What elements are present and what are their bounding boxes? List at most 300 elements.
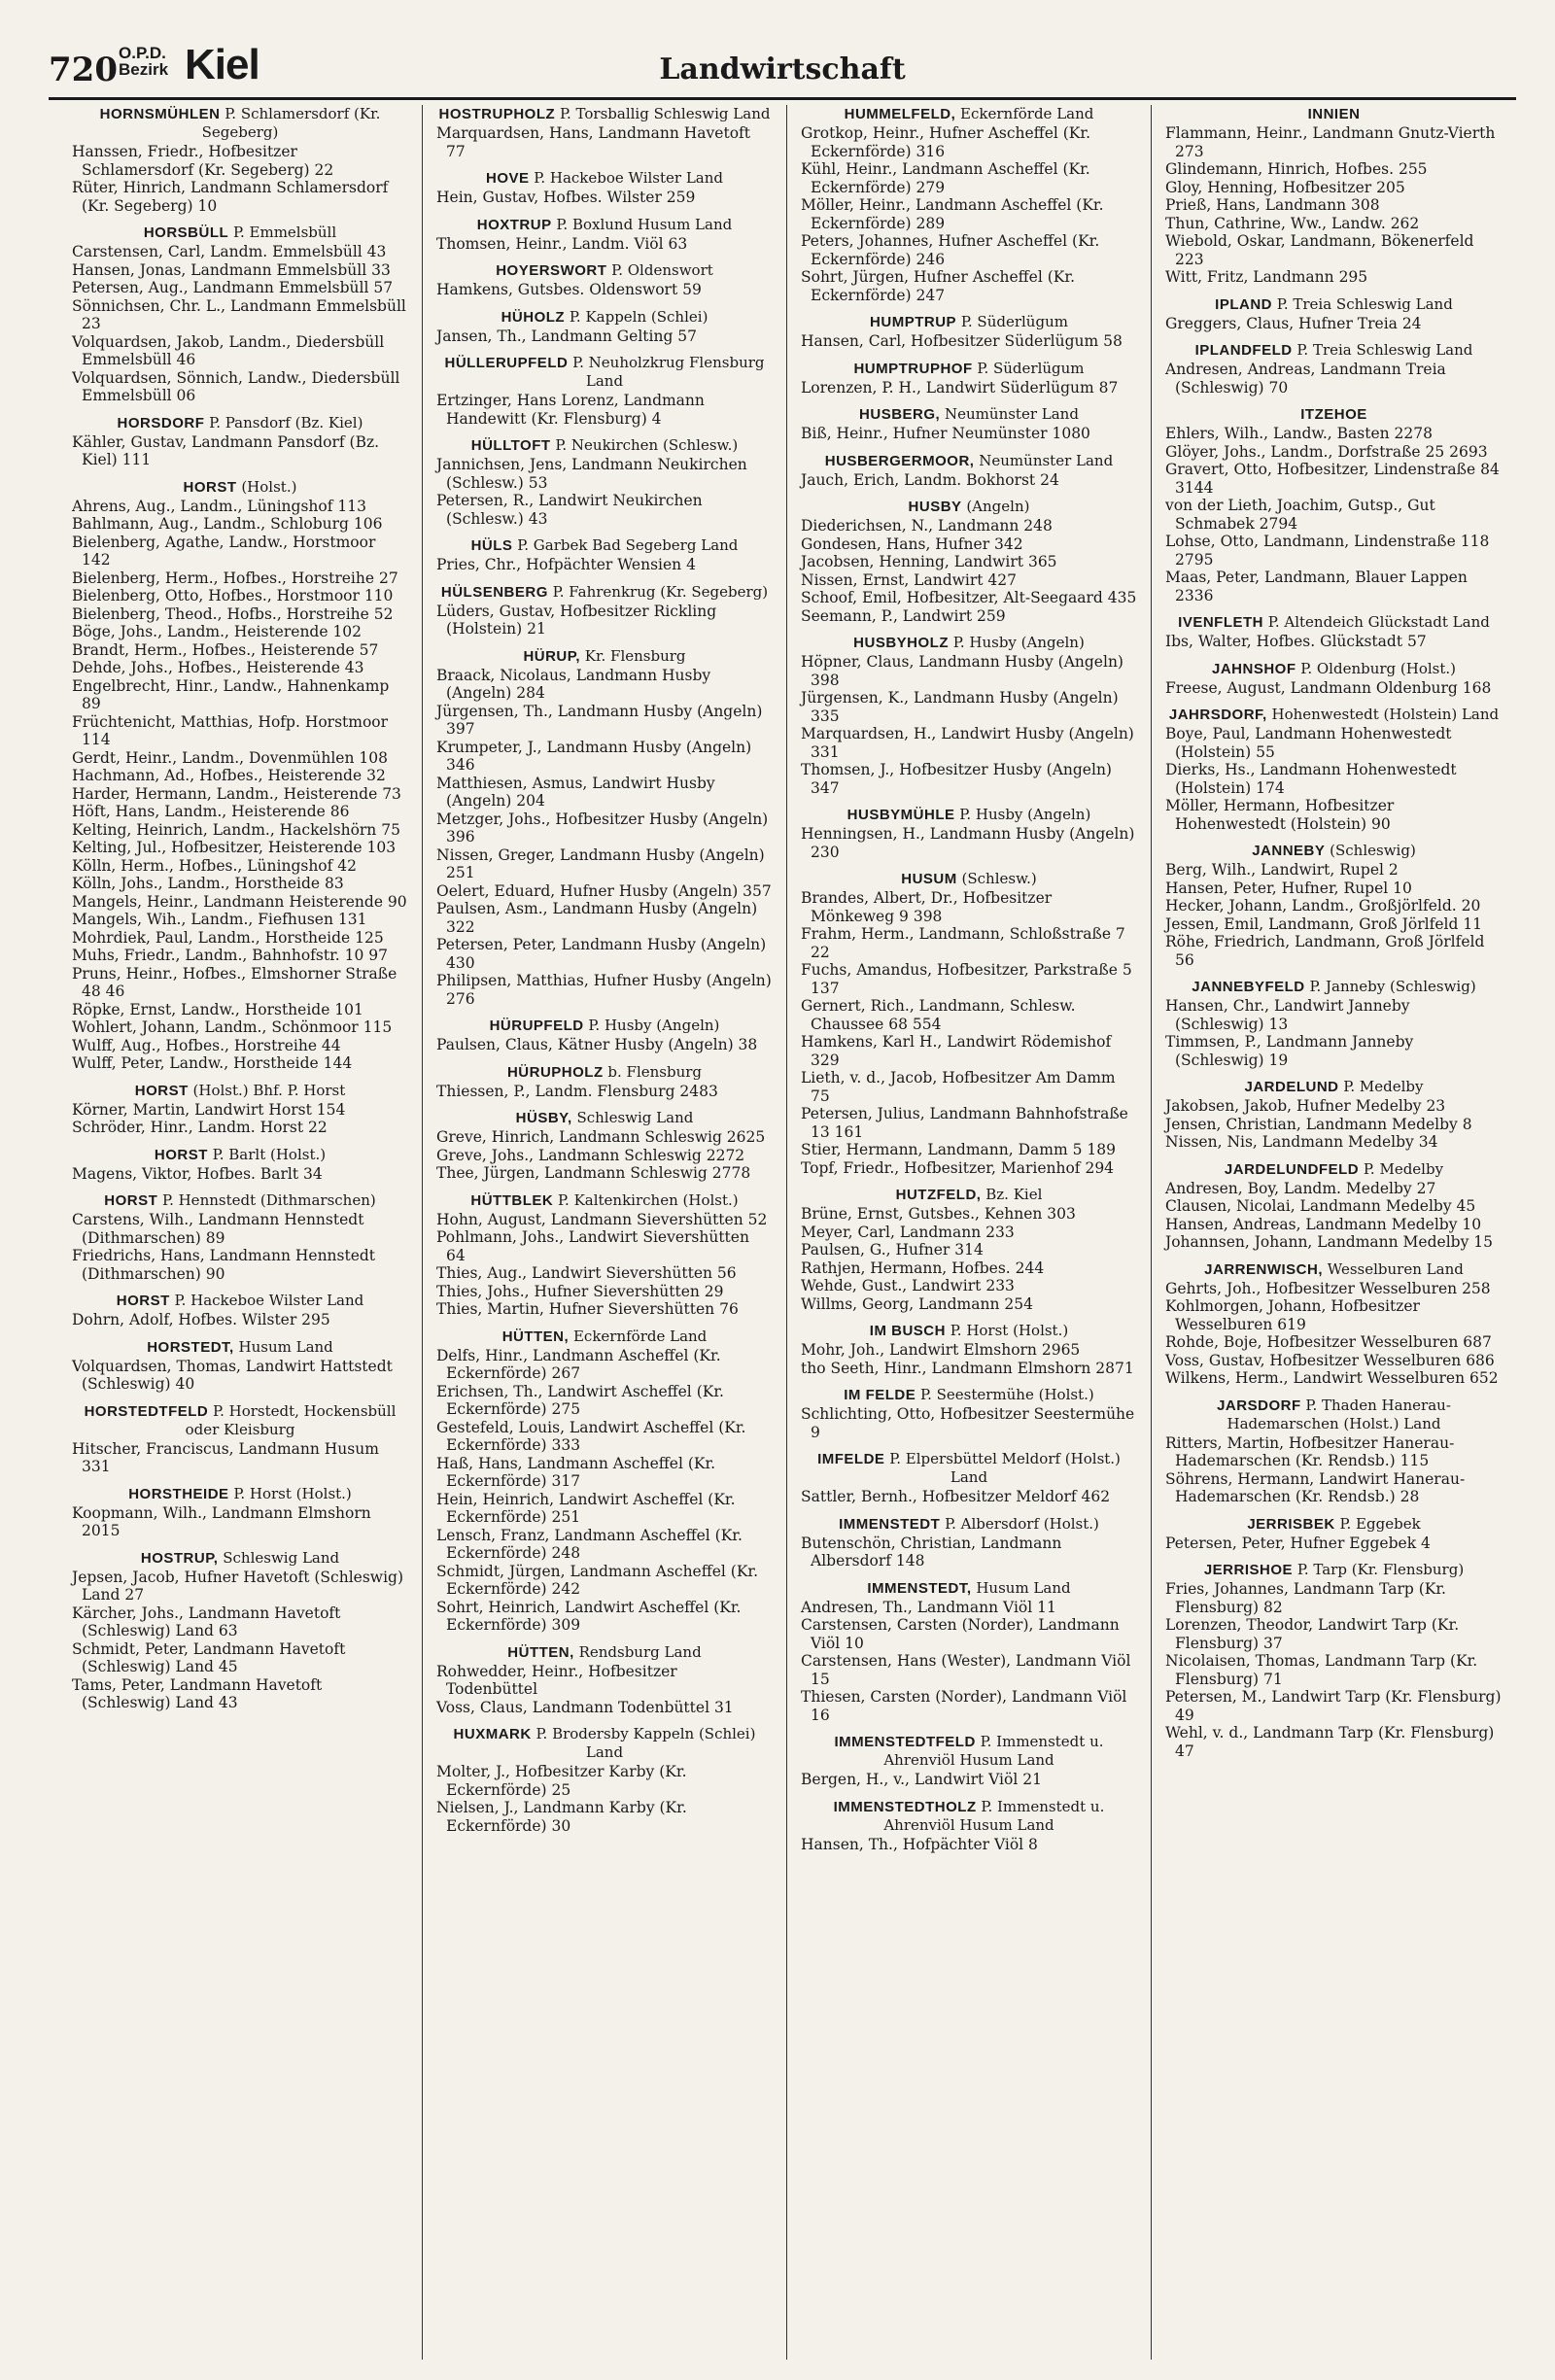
- directory-entry: Hein, Heinrich, Landwirt Ascheffel (Kr. Eckernförde) 251: [436, 1490, 736, 1526]
- directory-entry: Oelert, Eduard, Hufner Husby (Angeln) 357: [436, 881, 772, 900]
- directory-entry: Hohn, August, Landmann Sievershütten 52: [436, 1210, 768, 1228]
- directory-entry: Carstens, Wilh., Landmann Hennstedt (Dithmarschen) 89: [72, 1211, 364, 1247]
- directory-entry: Hamkens, Karl H., Landwirt Rödemishof 329: [801, 1033, 1112, 1069]
- place-name: JERRISHOE: [1203, 1562, 1294, 1578]
- directory-entry: Frahm, Herm., Landmann, Schloßstraße 7 22: [801, 925, 1125, 961]
- place-info: Schleswig Land: [576, 1109, 694, 1126]
- place-info: P. Medelby: [1343, 1078, 1424, 1095]
- place-name: HUSBYHOLZ: [853, 635, 950, 651]
- directory-entry: Dehde, Johs., Hofbes., Heisterende 43: [72, 659, 364, 676]
- place-name: INNIEN: [1307, 106, 1361, 122]
- place-name: ITZEHOE: [1300, 406, 1367, 423]
- directory-entry: Thiesen, Carsten (Norder), Landmann Viöl 16: [801, 1688, 1127, 1724]
- directory-entry: Jakobsen, Jakob, Hufner Medelby 23: [1165, 1097, 1446, 1115]
- directory-entry: Jauch, Erich, Landm. Bokhorst 24: [801, 470, 1059, 489]
- directory-entry: Thee, Jürgen, Landmann Schleswig 2778: [436, 1164, 751, 1182]
- place-block: [436, 1109, 773, 1183]
- place-block: [436, 1191, 773, 1319]
- directory-entry: Volquardsen, Sönnich, Landw., Diedersbüll Emmelsbüll 06: [72, 368, 400, 404]
- place-block: [436, 354, 773, 428]
- place-name: JARDELUNDFELD: [1224, 1160, 1360, 1178]
- place-name: IMMENSTEDT: [839, 1515, 941, 1533]
- place-block: [801, 360, 1137, 397]
- place-block: [801, 1515, 1137, 1570]
- directory-entry: Stier, Hermann, Landmann, Damm 5 189: [801, 1141, 1116, 1158]
- place-heading: [1165, 405, 1503, 424]
- place-name: HÜLS: [470, 537, 513, 554]
- place-name: HORST: [134, 1082, 189, 1099]
- place-heading: [436, 1017, 773, 1035]
- directory-entry: Söhrens, Hermann, Landwirt Hanerau-Hademarschen (Kr. Rendsb.) 28: [1165, 1469, 1466, 1505]
- directory-entry: Tams, Peter, Landmann Havetoft (Schleswig) Land 43: [72, 1675, 323, 1711]
- place-block: [1165, 1515, 1503, 1553]
- place-block: [72, 478, 408, 1073]
- directory-entry: Seemann, P., Landwirt 259: [801, 606, 1006, 625]
- place-heading: [801, 870, 1137, 888]
- place-info: P. Neukirchen (Schlesw.): [555, 436, 739, 454]
- place-info: b. Flensburg: [607, 1062, 703, 1081]
- place-name: JARRENWISCH,: [1204, 1260, 1323, 1278]
- place-name: HORST: [183, 478, 237, 496]
- directory-entry: Thies, Johs., Hufner Sievershütten 29: [436, 1282, 724, 1300]
- directory-entry: Früchtenicht, Matthias, Hofp. Horstmoor 114: [72, 712, 389, 748]
- directory-entry: Carstensen, Hans (Wester), Landmann Viöl 15: [801, 1652, 1131, 1688]
- place-block: [72, 1485, 408, 1540]
- place-block: [1165, 405, 1503, 604]
- place-block: [801, 1733, 1137, 1789]
- place-heading: [801, 1186, 1137, 1204]
- place-block: [801, 806, 1137, 861]
- place-info: P. Kaltenkirchen (Holst.): [557, 1190, 739, 1209]
- place-info: P. Oldenburg (Holst.): [1300, 659, 1457, 677]
- directory-entry: Brandes, Albert, Dr., Hofbesitzer Mönkeweg 9 398: [801, 889, 1053, 925]
- directory-entry: Andresen, Andreas, Landmann Treia (Schleswig) 70: [1165, 361, 1446, 397]
- directory-entry: Jürgensen, K., Landmann Husby (Angeln) 335: [801, 689, 1119, 725]
- directory-entry: Kölln, Johs., Landm., Horstheide 83: [72, 875, 344, 892]
- place-heading: [1165, 978, 1503, 996]
- place-heading: [436, 169, 773, 188]
- place-name: HORSTEDT,: [147, 1338, 234, 1356]
- place-info: P. Husby (Angeln): [952, 634, 1085, 651]
- place-block: [801, 634, 1137, 797]
- directory-entry: Rathjen, Hermann, Hofbes. 244: [801, 1259, 1045, 1277]
- directory-entry: Rohde, Boje, Hofbesitzer Wesselburen 687: [1165, 1333, 1492, 1351]
- directory-entry: Maas, Peter, Landmann, Blauer Lappen 2336: [1165, 569, 1468, 604]
- place-heading: [436, 1328, 773, 1346]
- place-heading: [436, 354, 773, 391]
- directory-entry: Thomsen, Heinr., Landm. Viöl 63: [436, 234, 688, 253]
- place-info: Husum Land: [238, 1337, 333, 1356]
- directory-entry: Ertzinger, Hans Lorenz, Landmann Handewitt (Kr. Flensburg) 4: [436, 392, 705, 428]
- directory-entry: Glindemann, Hinrich, Hofbes. 255: [1165, 160, 1428, 178]
- place-heading: [1165, 341, 1503, 360]
- directory-entry: Peters, Johannes, Hufner Ascheffel (Kr. Eckernförde) 246: [801, 232, 1100, 268]
- directory-entry: Petersen, Aug., Landmann Emmelsbüll 57: [72, 279, 394, 296]
- directory-entry: Jessen, Emil, Landmann, Groß Jörlfeld 11: [1165, 914, 1483, 933]
- directory-entry: Gerdt, Heinr., Landm., Dovenmühlen 108: [72, 748, 388, 767]
- directory-entry: Haß, Hans, Landmann Ascheffel (Kr. Eckernförde) 317: [436, 1454, 716, 1490]
- place-block: [801, 405, 1137, 443]
- place-info: (Angeln): [966, 498, 1030, 515]
- place-info: P. Elpersbüttel Meldorf (Holst.) Land: [889, 1450, 1121, 1486]
- place-name: HUMPTRUPHOF: [853, 360, 973, 377]
- directory-entry: Hecker, Johann, Landm., Großjörlfeld. 20: [1165, 897, 1481, 914]
- place-heading: [801, 1322, 1137, 1340]
- place-heading: [72, 1549, 408, 1568]
- directory-entry: Muhs, Friedr., Landm., Bahnhofstr. 10 97: [72, 947, 389, 964]
- directory-entry: Andresen, Boy, Landm. Medelby 27: [1165, 1179, 1436, 1197]
- directory-entry: Bergen, H., v., Landwirt Viöl 21: [801, 1771, 1042, 1788]
- directory-entry: Jacobsen, Henning, Landwirt 365: [801, 553, 1057, 570]
- page-number: 720: [49, 51, 118, 89]
- place-block: [1165, 842, 1503, 969]
- place-info: P. Süderlügum: [960, 313, 1068, 330]
- directory-entry: Ritters, Martin, Hofbesitzer Hanerau-Hademarschen (Kr. Rendsb.) 115: [1165, 1433, 1455, 1469]
- bezirk-label: Bezirk: [119, 60, 169, 79]
- place-info: P. Treia Schleswig Land: [1296, 341, 1473, 359]
- section-title: Landwirtschaft: [659, 52, 906, 86]
- directory-entry: Butenschön, Christian, Landmann Albersdorf 148: [801, 1534, 1062, 1569]
- directory-entry: Hamkens, Gutsbes. Oldenswort 59: [436, 281, 702, 298]
- directory-entry: Kölln, Herm., Hofbes., Lüningshof 42: [72, 856, 358, 875]
- place-heading: [72, 1146, 408, 1164]
- directory-entry: Volquardsen, Jakob, Landm., Diedersbüll Emmelsbüll 46: [72, 332, 385, 368]
- place-name: IMMENSTEDTHOLZ: [833, 1798, 977, 1815]
- directory-entry: Brüne, Ernst, Gutsbes., Kehnen 303: [801, 1205, 1076, 1223]
- place-block: [72, 1191, 408, 1283]
- place-name: JARSDORF: [1217, 1397, 1301, 1414]
- directory-entry: Hitscher, Franciscus, Landmann Husum 331: [72, 1439, 379, 1475]
- place-heading: [801, 452, 1137, 470]
- place-info: P. Oldenswort: [611, 261, 713, 279]
- directory-entry: Topf, Friedr., Hofbesitzer, Marienhof 294: [801, 1158, 1115, 1177]
- place-block: [72, 1338, 408, 1394]
- place-name: HOSTRUP,: [140, 1549, 219, 1567]
- place-heading: [72, 1191, 408, 1210]
- directory-entry: Fuchs, Amandus, Hofbesitzer, Parkstraße 5 137: [801, 961, 1132, 997]
- directory-entry: Wohlert, Johann, Landm., Schönmoor 115: [72, 1018, 393, 1036]
- directory-entry: Metzger, Johs., Hofbesitzer Husby (Angeln) 396: [436, 810, 769, 845]
- column-1: [58, 105, 423, 2360]
- directory-entry: Gondesen, Hans, Hufner 342: [801, 535, 1023, 553]
- directory-entry: Dohrn, Adolf, Hofbes. Wilster 295: [72, 1311, 330, 1328]
- place-info: P. Emmelsbüll: [232, 224, 337, 241]
- place-block: [1165, 978, 1503, 1069]
- place-name: HUSUM: [901, 871, 957, 887]
- place-info: (Schlesw.): [961, 870, 1037, 887]
- directory-entry: Schröder, Hinr., Landm. Horst 22: [72, 1119, 328, 1136]
- directory-entry: Kelting, Jul., Hofbesitzer, Heisterende 103: [72, 839, 397, 856]
- directory-entry: Pries, Chr., Hofpächter Wensien 4: [436, 556, 696, 573]
- directory-entry: Kärcher, Johs., Landmann Havetoft (Schleswig) Land 63: [72, 1604, 341, 1639]
- directory-entry: Thomsen, J., Hofbesitzer Husby (Angeln) 347: [801, 761, 1112, 797]
- directory-entry: Sattler, Bernh., Hofbesitzer Meldorf 462: [801, 1488, 1111, 1505]
- directory-entry: Glöyer, Johs., Landm., Dorfstraße 25 2693: [1165, 442, 1488, 461]
- directory-entry: von der Lieth, Joachim, Gutsp., Gut Schmabek 2794: [1165, 497, 1435, 533]
- column-3: [787, 105, 1152, 2360]
- directory-entry: Böge, Johs., Landm., Heisterende 102: [72, 623, 363, 640]
- directory-entry: Schlichting, Otto, Hofbesitzer Seestermühe 9: [801, 1405, 1135, 1441]
- directory-entry: Greve, Hinrich, Landmann Schleswig 2625: [436, 1128, 766, 1146]
- place-block: [72, 1402, 408, 1476]
- directory-entry: Berg, Wilh., Landwirt, Rupel 2: [1165, 861, 1399, 879]
- place-block: [801, 1579, 1137, 1725]
- directory-entry: Körner, Martin, Landwirt Horst 154: [72, 1100, 346, 1119]
- directory-entry: Hansen, Andreas, Landmann Medelby 10: [1165, 1215, 1482, 1233]
- directory-entry: Sohrt, Heinrich, Landwirt Ascheffel (Kr. Eckernförde) 309: [436, 1598, 742, 1634]
- place-info: P. Immenstedt u. Ahrenviöl Husum Land: [883, 1733, 1104, 1769]
- directory-entry: Hansen, Peter, Hufner, Rupel 10: [1165, 879, 1412, 897]
- place-name: IM FELDE: [844, 1387, 916, 1403]
- page-header: [49, 41, 1516, 100]
- directory-entry: Clausen, Nicolai, Landmann Medelby 45: [1165, 1197, 1476, 1215]
- place-info: P. Thaden Hanerau-Hademarschen (Holst.) Land: [1227, 1396, 1451, 1432]
- directory-entry: Paulsen, G., Hufner 314: [801, 1241, 984, 1259]
- place-info: P. Horst (Holst.): [233, 1484, 352, 1502]
- place-name: HORST: [116, 1293, 170, 1309]
- place-block: [801, 1322, 1137, 1377]
- directory-entry: Johannsen, Johann, Landmann Medelby 15: [1165, 1233, 1493, 1251]
- directory-entry: Nissen, Nis, Landmann Medelby 34: [1165, 1133, 1438, 1151]
- place-info: P. Kappeln (Schlei): [569, 307, 708, 326]
- place-heading: [801, 1450, 1137, 1487]
- directory-entry: Lensch, Franz, Landmann Ascheffel (Kr. Eckernförde) 248: [436, 1526, 743, 1562]
- place-name: IMMENSTEDT,: [867, 1579, 972, 1597]
- place-name: IMFELDE: [817, 1451, 885, 1467]
- place-heading: [436, 536, 773, 555]
- directory-entry: Biß, Heinr., Hufner Neumünster 1080: [801, 425, 1090, 442]
- directory-entry: Boye, Paul, Landmann Hohenwestedt (Holstein) 55: [1165, 725, 1452, 761]
- place-info: P. Seestermühe (Holst.): [920, 1386, 1094, 1403]
- directory-entry: Marquardsen, H., Landwirt Husby (Angeln) 331: [801, 725, 1134, 761]
- place-info: P. Neuholzkrug Flensburg Land: [572, 354, 765, 390]
- directory-entry: Pruns, Heinr., Hofbes., Elmshorner Straße 48 46: [72, 964, 397, 1000]
- place-heading: [801, 313, 1137, 331]
- directory-entry: Delfs, Hinr., Landmann Ascheffel (Kr. Eckernförde) 267: [436, 1346, 721, 1382]
- directory-entry: Hansen, Jonas, Landmann Emmelsbüll 33: [72, 260, 391, 279]
- directory-entry: Möller, Heinr., Landmann Ascheffel (Kr. Eckernförde) 289: [801, 196, 1104, 232]
- place-info: Kr. Flensburg: [584, 646, 686, 665]
- place-name: JAHRSDORF,: [1168, 707, 1267, 723]
- directory-entry: Paulsen, Asm., Landmann Husby (Angeln) 322: [436, 900, 758, 936]
- directory-entry: Wehl, v. d., Landmann Tarp (Kr. Flensburg) 47: [1165, 1724, 1495, 1760]
- place-info: Wesselburen Land: [1327, 1259, 1464, 1278]
- place-info: (Holst.): [241, 477, 297, 496]
- place-heading: [1165, 1515, 1503, 1534]
- directory-entry: Hansen, Th., Hofpächter Viöl 8: [801, 1835, 1038, 1853]
- directory-entry: Braack, Nicolaus, Landmann Husby (Angeln) 284: [436, 666, 711, 702]
- directory-entry: Nissen, Greger, Landmann Husby (Angeln) 251: [436, 845, 765, 881]
- place-heading: [1165, 105, 1503, 123]
- place-block: [1165, 660, 1503, 698]
- place-heading: [1165, 706, 1503, 724]
- directory-entry: Greve, Johs., Landmann Schleswig 2272: [436, 1146, 745, 1164]
- place-info: P. Tarp (Kr. Flensburg): [1296, 1561, 1465, 1578]
- place-block: [1165, 1397, 1503, 1506]
- place-heading: [801, 1579, 1137, 1598]
- place-block: [436, 583, 773, 638]
- directory-entry: Lorenzen, P. H., Landwirt Süderlügum 87: [801, 378, 1119, 397]
- directory-entry: Ehlers, Wilh., Landw., Basten 2278: [1165, 425, 1433, 442]
- directory-entry: Henningsen, H., Landmann Husby (Angeln) 230: [801, 825, 1135, 861]
- place-block: [801, 498, 1137, 625]
- place-block: [436, 169, 773, 207]
- place-info: (Holst.) Bhf. P. Horst: [192, 1081, 346, 1099]
- directory-entry: Möller, Hermann, Hofbesitzer Hohenwestedt (Holstein) 90: [1165, 797, 1395, 833]
- place-heading: [72, 1292, 408, 1310]
- directory-entry: Bahlmann, Aug., Landm., Schloburg 106: [72, 515, 383, 533]
- place-info: P. Fahrenkrug (Kr. Segeberg): [552, 582, 769, 601]
- place-name: HÜTTEN,: [507, 1643, 574, 1661]
- directory-entry: Harder, Hermann, Landm., Heisterende 73: [72, 784, 401, 803]
- place-heading: [801, 405, 1137, 424]
- place-heading: [801, 360, 1137, 378]
- directory-entry: Erichsen, Th., Landwirt Ascheffel (Kr. Eckernförde) 275: [436, 1382, 724, 1418]
- directory-entry: Ahrens, Aug., Landm., Lüningshof 113: [72, 497, 366, 515]
- place-info: Schleswig Land: [223, 1548, 340, 1567]
- directory-entry: Nicolaisen, Thomas, Landmann Tarp (Kr. Flensburg) 71: [1165, 1652, 1478, 1688]
- directory-entry: Petersen, M., Landwirt Tarp (Kr. Flensburg) 49: [1165, 1688, 1502, 1724]
- place-block: [72, 1146, 408, 1184]
- directory-entry: Friedrichs, Hans, Landmann Hennstedt (Dithmarschen) 90: [72, 1247, 376, 1283]
- place-info: P. Boxlund Husum Land: [556, 215, 733, 233]
- place-block: [1165, 105, 1503, 287]
- directory-entry: Hansen, Chr., Landwirt Janneby (Schleswig) 13: [1165, 997, 1410, 1033]
- place-info: Rendsburg Land: [578, 1642, 702, 1661]
- directory-entry: Brandt, Herm., Hofbes., Heisterende 57: [72, 640, 379, 659]
- directory-entry: Thun, Cathrine, Ww., Landw. 262: [1165, 214, 1420, 232]
- region-title: Kiel: [185, 41, 259, 88]
- place-heading: [436, 583, 773, 602]
- directory-entry: Schmidt, Jürgen, Landmann Ascheffel (Kr. Eckernförde) 242: [436, 1562, 759, 1598]
- directory-entry: Jannichsen, Jens, Landmann Neukirchen (Schlesw.) 53: [436, 456, 747, 492]
- place-heading: [801, 105, 1137, 123]
- place-info: P. Treia Schleswig Land: [1276, 294, 1453, 313]
- place-heading: [436, 1191, 773, 1210]
- directory-entry: Philipsen, Matthias, Hufner Husby (Angeln) 276: [436, 972, 772, 1008]
- place-block: [801, 1186, 1137, 1313]
- place-name: HORSDORF: [117, 414, 205, 431]
- directory-entry: Röpke, Ernst, Landw., Horstheide 101: [72, 1000, 363, 1018]
- directory-entry: Sohrt, Jürgen, Hufner Ascheffel (Kr. Eckernförde) 247: [801, 268, 1076, 304]
- directory-entry: Freese, August, Landmann Oldenburg 168: [1165, 678, 1492, 697]
- place-heading: [1165, 660, 1503, 678]
- place-heading: [1165, 1078, 1503, 1096]
- place-heading: [801, 1733, 1137, 1770]
- place-block: [72, 1082, 408, 1137]
- directory-entry: Höpner, Claus, Landmann Husby (Angeln) 398: [801, 653, 1123, 689]
- directory-entry: Schmidt, Peter, Landmann Havetoft (Schleswig) Land 45: [72, 1639, 346, 1675]
- directory-entry: Jensen, Christian, Landmann Medelby 8: [1165, 1115, 1472, 1133]
- place-info: Neumünster Land: [945, 405, 1079, 423]
- place-name: IPLANDFELD: [1194, 342, 1293, 359]
- place-info: P. Albersdorf (Holst.): [945, 1514, 1099, 1533]
- directory-entry: Wehde, Gust., Landwirt 233: [801, 1277, 1015, 1294]
- place-name: HORSTEDTFELD: [84, 1402, 209, 1420]
- directory-entry: Mangels, Wih., Landm., Fiefhusen 131: [72, 911, 367, 928]
- directory-entry: Volquardsen, Thomas, Landwirt Hattstedt (Schleswig) 40: [72, 1357, 393, 1393]
- place-block: [801, 1450, 1137, 1506]
- place-info: Eckernförde Land: [960, 105, 1094, 122]
- directory-entry: Voss, Claus, Landmann Todenbüttel 31: [436, 1698, 734, 1716]
- place-heading: [436, 261, 773, 280]
- directory-entry: Dierks, Hs., Landmann Hohenwestedt (Holstein) 174: [1165, 761, 1457, 797]
- place-block: [436, 436, 773, 528]
- place-name: HORST: [154, 1146, 208, 1163]
- place-name: HORST: [104, 1192, 158, 1209]
- place-block: [1165, 1260, 1503, 1388]
- place-heading: [1165, 295, 1503, 314]
- place-name: HUSBERGERMOOR,: [824, 452, 975, 469]
- directory-entry: Petersen, Peter, Hufner Eggebek 4: [1165, 1534, 1431, 1552]
- place-name: HÜTTEN,: [501, 1328, 570, 1345]
- place-block: [1165, 613, 1503, 651]
- place-name: HÜLLTOFT: [470, 437, 551, 454]
- directory-entry: Jansen, Th., Landmann Gelting 57: [436, 327, 698, 345]
- place-info: P. Schlamersdorf (Kr. Segeberg): [201, 105, 381, 141]
- place-heading: [1165, 1260, 1503, 1279]
- place-block: [436, 105, 773, 160]
- directory-entry: Bielenberg, Herm., Hofbes., Horstreihe 27: [72, 569, 398, 587]
- columns: [58, 105, 1516, 2360]
- directory-entry: Thies, Aug., Landwirt Sievershütten 56: [436, 1264, 737, 1282]
- directory-entry: Diederichsen, N., Landmann 248: [801, 517, 1053, 535]
- place-block: [1165, 295, 1503, 333]
- directory-entry: Witt, Fritz, Landmann 295: [1165, 268, 1368, 286]
- place-heading: [1165, 1561, 1503, 1579]
- directory-entry: Krumpeter, J., Landmann Husby (Angeln) 346: [436, 738, 752, 774]
- place-name: HUSBY: [908, 499, 962, 515]
- place-block: [1165, 1160, 1503, 1252]
- directory-entry: Sönnichsen, Chr. L., Landmann Emmelsbüll 23: [72, 296, 406, 332]
- place-block: [72, 105, 408, 215]
- directory-entry: Wiebold, Oskar, Landmann, Bökenerfeld 223: [1165, 232, 1474, 268]
- place-name: HOVE: [485, 170, 530, 187]
- place-block: [72, 414, 408, 469]
- place-block: [801, 105, 1137, 304]
- directory-entry: Flammann, Heinr., Landmann Gnutz-Vierth 273: [1165, 124, 1496, 160]
- place-name: HÜTTBLEK: [470, 1191, 554, 1209]
- place-block: [801, 452, 1137, 490]
- directory-entry: Bielenberg, Agathe, Landw., Horstmoor 142: [72, 533, 376, 569]
- opd-label: O.P.D.: [119, 44, 166, 62]
- directory-entry: Petersen, Julius, Landmann Bahnhofstraße 13 161: [801, 1105, 1128, 1141]
- place-info: Neumünster Land: [979, 451, 1114, 469]
- column-4: [1152, 105, 1516, 2360]
- place-block: [1165, 1078, 1503, 1152]
- directory-entry: Mohrdiek, Paul, Landm., Horstheide 125: [72, 928, 384, 947]
- place-heading: [801, 498, 1137, 516]
- place-info: P. Hennstedt (Dithmarschen): [162, 1191, 376, 1209]
- directory-entry: Carstensen, Carl, Landm. Emmelsbüll 43: [72, 243, 387, 260]
- directory-entry: Mangels, Heinr., Landmann Heisterende 90: [72, 892, 407, 911]
- directory-entry: Schoof, Emil, Hofbesitzer, Alt-Seegaard 435: [801, 589, 1137, 606]
- place-name: HUMPTRUP: [870, 314, 957, 330]
- place-heading: [801, 634, 1137, 652]
- column-2: [423, 105, 787, 2360]
- place-info: P. Pansdorf (Bz. Kiel): [209, 413, 363, 431]
- place-block: [436, 1328, 773, 1635]
- directory-entry: Hansen, Carl, Hofbesitzer Süderlügum 58: [801, 332, 1123, 350]
- place-block: [436, 1017, 773, 1054]
- directory-entry: Gestefeld, Louis, Landwirt Ascheffel (Kr. Eckernförde) 333: [436, 1418, 746, 1454]
- directory-entry: Paulsen, Claus, Kätner Husby (Angeln) 38: [436, 1036, 758, 1053]
- directory-entry: Matthiesen, Asmus, Landwirt Husby (Angeln) 204: [436, 774, 715, 810]
- directory-entry: Gloy, Henning, Hofbesitzer 205: [1165, 178, 1405, 196]
- directory-entry: Lüders, Gustav, Hofbesitzer Rickling (Holstein) 21: [436, 602, 717, 638]
- place-name: HÜLSENBERG: [440, 583, 548, 601]
- place-info: P. Horst (Holst.): [950, 1322, 1069, 1339]
